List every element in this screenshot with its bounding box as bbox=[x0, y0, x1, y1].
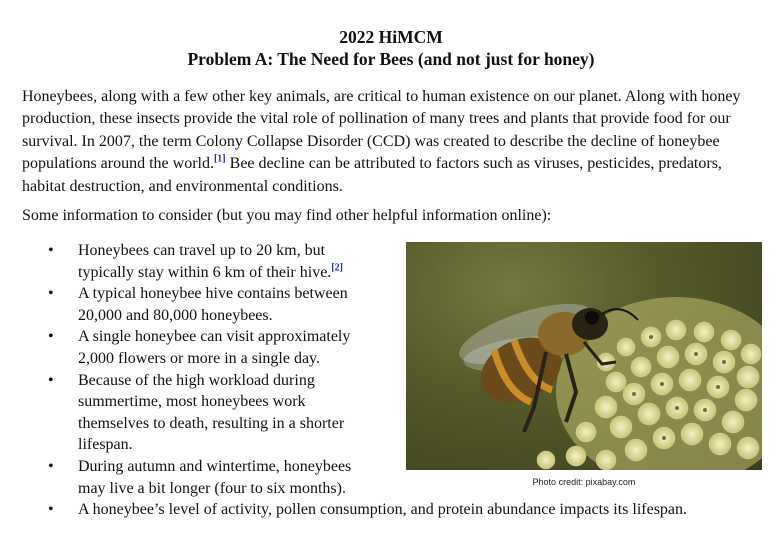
intro-text-1: Honeybees, along with a few other key animals, are critical to human existence on our planet. Along with honey production, these insects provide the vital role of pollination of many trees and plants that provide food for our survival. In 2007, the term Colony Collapse Disorder (CCD) was created to describe the decline of honeybee populations around the world. bbox=[22, 88, 741, 173]
bee-photo bbox=[406, 242, 762, 470]
fact-text: During autumn and wintertime, honeybees may live a bit longer (four to six months). bbox=[78, 457, 352, 497]
bullet-icon: • bbox=[48, 371, 54, 389]
bullet-icon: • bbox=[48, 285, 54, 303]
consider-line: Some information to consider (but you may find other helpful information online): bbox=[22, 207, 552, 224]
list-item bbox=[0, 240, 378, 283]
list-item bbox=[0, 456, 378, 499]
fact-text: A single honeybee can visit approximately 2,000 flowers or more in a single day. bbox=[78, 328, 351, 367]
intro-paragraph bbox=[22, 86, 767, 198]
header bbox=[0, 26, 782, 70]
fact-text: Honeybees can travel up to 20 km, but typically stay within 6 km of their hive. bbox=[78, 242, 332, 281]
fact-text: A honeybee’s level of activity, pollen consumption, and protein abundance impacts its lifespan. bbox=[78, 501, 688, 519]
document-title: 2022 HiMCM bbox=[339, 27, 443, 47]
list-item bbox=[0, 370, 368, 456]
intro-text-2: Bee decline can be attributed to factors such as viruses, pesticides, predators, habitat destruction, and environmental conditions. bbox=[22, 155, 722, 195]
reference-link-1[interactable]: [1] bbox=[213, 153, 226, 165]
list-item bbox=[0, 499, 768, 521]
fact-text: Because of the high workload during summertime, most honeybees work themselves to death, resulting in a shorter lifespan. bbox=[78, 371, 345, 454]
problem-title: Problem A: The Need for Bees (and not just for honey) bbox=[187, 49, 595, 69]
fact-text: A typical honeybee hive contains between 20,000 and 80,000 honeybees. bbox=[78, 285, 348, 324]
bullet-icon: • bbox=[48, 328, 54, 346]
bee-photo-illustration bbox=[406, 242, 762, 470]
bullet-icon: • bbox=[48, 242, 54, 259]
reference-link-2[interactable]: [2] bbox=[331, 262, 343, 274]
photo-caption: Photo credit: pixabay.com bbox=[532, 477, 636, 487]
bullet-icon: • bbox=[48, 457, 54, 475]
list-item bbox=[0, 326, 378, 369]
bullet-icon: • bbox=[48, 501, 54, 519]
list-item bbox=[0, 283, 378, 326]
